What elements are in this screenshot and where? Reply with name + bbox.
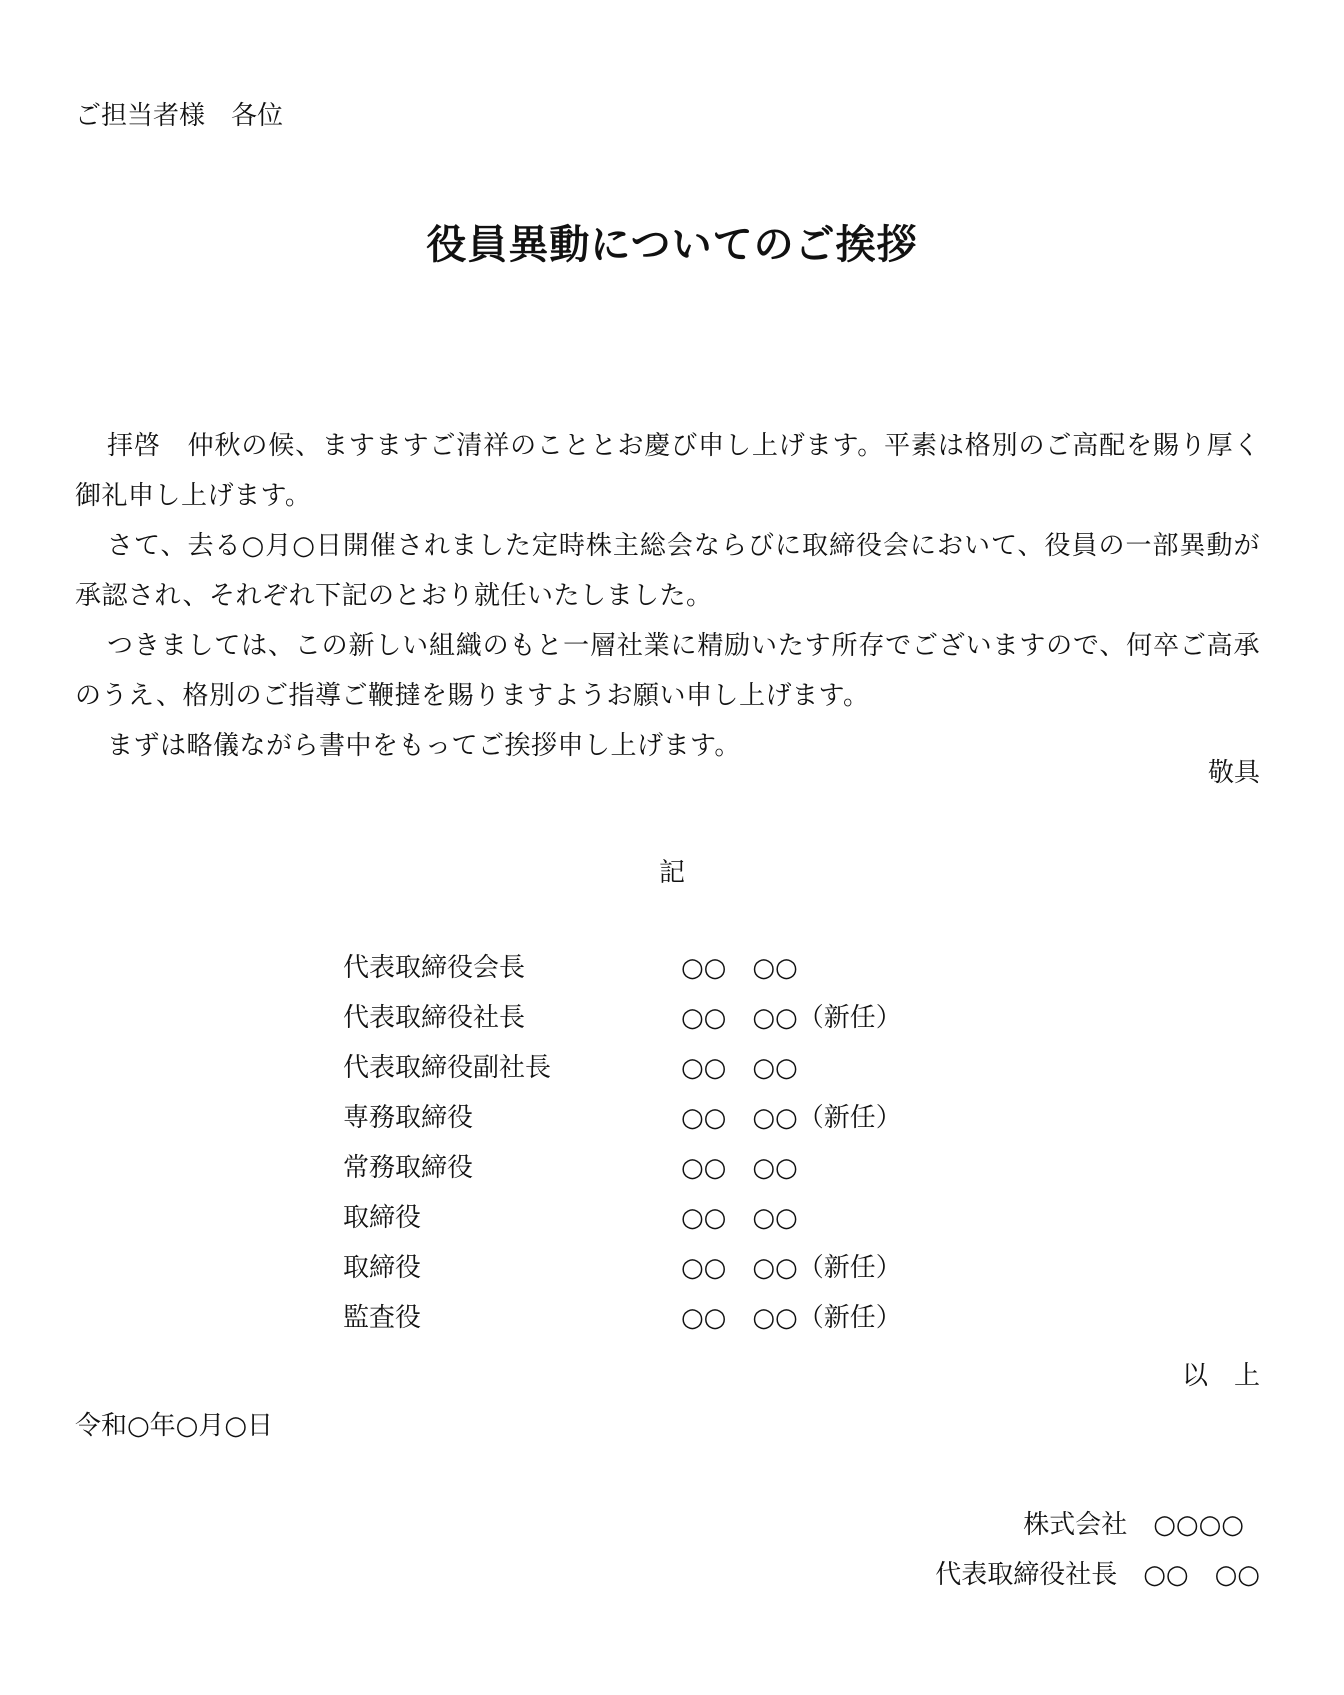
body-paragraph-request: つきましては、この新しい組織のもと一層社業に精励いたす所存でございますので、何卒ご高承のうえ、格別のご指導ご鞭撻を賜りますようお願い申し上げます。 [75, 631, 1260, 711]
body-paragraph-announcement: さて、去る○月○日開催されました定時株主総会ならびに取締役会において、役員の一部異動が承認され、それぞれ下記のとおり就任いたしました。 [75, 531, 1260, 611]
officer-name: ○○ ○○ [681, 1153, 798, 1183]
roster-row [343, 1055, 983, 1105]
officer-name: ○○ ○○（新任） [681, 1303, 902, 1333]
signer-name: 代表取締役社長 ○○ ○○ [935, 1560, 1260, 1590]
roster-row [343, 1255, 983, 1305]
document-title: 役員異動についてのご挨拶 [426, 221, 918, 268]
officer-name: ○○ ○○（新任） [681, 1103, 902, 1133]
officer-role: 監査役 [343, 1303, 422, 1333]
end-mark: 以 上 [1181, 1361, 1260, 1391]
roster-row [343, 1155, 983, 1205]
officer-roster [343, 955, 983, 1355]
officer-name: ○○ ○○ [681, 1203, 798, 1233]
roster-row [343, 1305, 983, 1355]
officer-role: 専務取締役 [343, 1103, 474, 1133]
roster-row [343, 1005, 983, 1055]
officer-name: ○○ ○○（新任） [681, 1003, 902, 1033]
officer-role: 代表取締役社長 [343, 1003, 526, 1033]
body-paragraph-greeting: 拝啓 仲秋の候、ますますご清祥のこととお慶び申し上げます。平素は格別のご高配を賜り厚く御礼申し上げます。 [75, 431, 1260, 511]
company-name: 株式会社 ○○○○ [1023, 1510, 1244, 1540]
officer-role: 取締役 [343, 1203, 422, 1233]
roster-row [343, 1205, 983, 1255]
addressee: ご担当者様 各位 [75, 101, 284, 131]
officer-role: 代表取締役会長 [343, 953, 526, 983]
officer-role: 取締役 [343, 1253, 422, 1283]
officer-name: ○○ ○○ [681, 953, 798, 983]
officer-name: ○○ ○○（新任） [681, 1253, 902, 1283]
roster-row [343, 1105, 983, 1155]
record-heading: 記 [658, 858, 685, 888]
issue-date: 令和○年○月○日 [75, 1411, 274, 1441]
roster-row [343, 955, 983, 1005]
officer-role: 常務取締役 [343, 1153, 474, 1183]
closing-keigu: 敬具 [1207, 758, 1260, 788]
officer-name: ○○ ○○ [681, 1053, 798, 1083]
body-paragraph-closing-remark: まずは略儀ながら書中をもってご挨拶申し上げます。 [107, 731, 741, 761]
officer-role: 代表取締役副社長 [343, 1053, 552, 1083]
